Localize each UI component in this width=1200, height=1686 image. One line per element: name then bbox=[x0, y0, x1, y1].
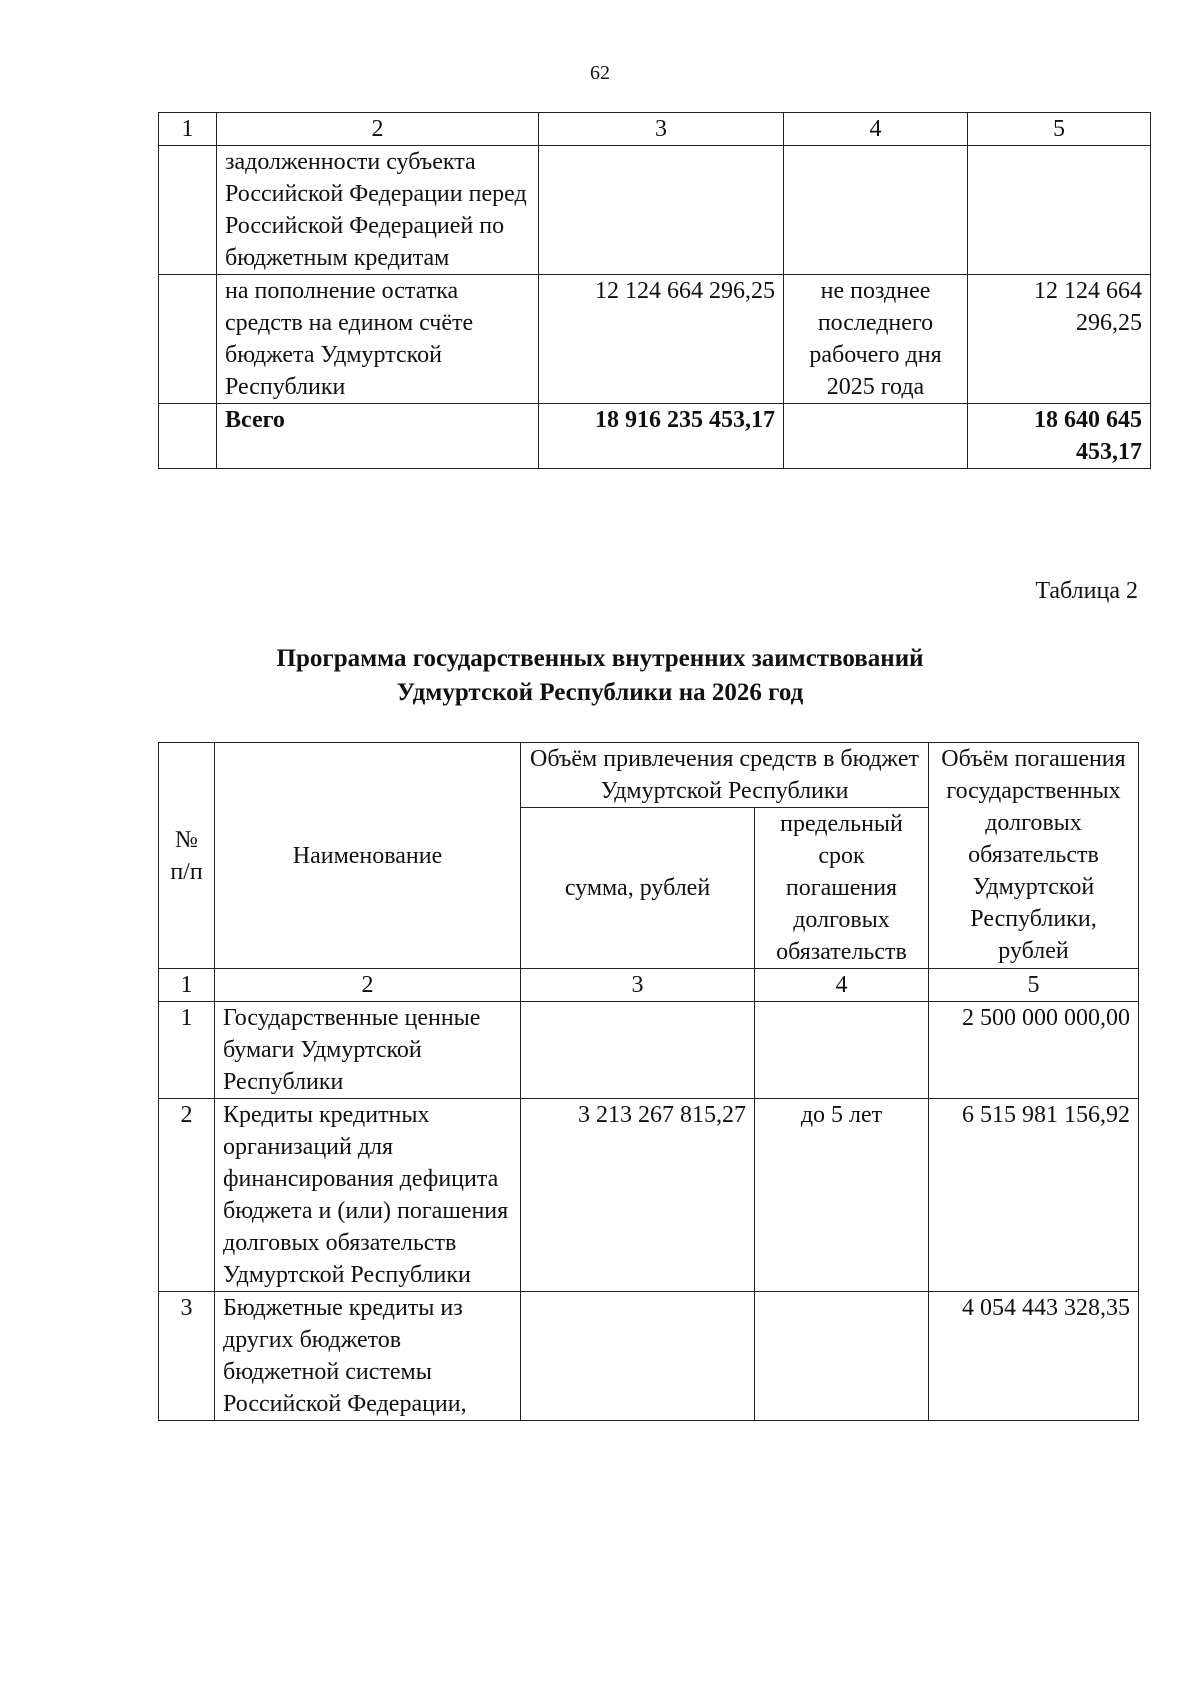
column-number-4: 4 bbox=[784, 113, 968, 146]
column-number-2: 2 bbox=[217, 113, 539, 146]
column-numbers-row bbox=[159, 969, 1139, 1002]
row-term bbox=[755, 1292, 929, 1421]
page-number: 62 bbox=[590, 62, 610, 84]
header-attraction: Объём привлечения средств в бюджет Удмуртской Республики bbox=[521, 743, 929, 808]
column-number-1: 1 bbox=[159, 113, 217, 146]
header-term: предельный срок погашения долговых обязательств bbox=[755, 808, 929, 969]
column-number-2: 2 bbox=[215, 969, 521, 1002]
row-term: до 5 лет bbox=[755, 1099, 929, 1292]
table-caption: Таблица 2 bbox=[1035, 578, 1138, 604]
row-term: не позднее последнего рабочего дня 2025 года bbox=[784, 275, 968, 404]
total-term bbox=[784, 404, 968, 469]
column-number-5: 5 bbox=[968, 113, 1151, 146]
total-row bbox=[159, 404, 1151, 469]
row-amount bbox=[521, 1002, 755, 1099]
page-title bbox=[0, 642, 1200, 710]
table-header-row bbox=[159, 113, 1151, 146]
row-repayment: 2 500 000 000,00 bbox=[929, 1002, 1139, 1099]
table-row bbox=[159, 1099, 1139, 1292]
row-number bbox=[159, 275, 217, 404]
row-number bbox=[159, 146, 217, 275]
row-repayment bbox=[968, 146, 1151, 275]
column-number-4: 4 bbox=[755, 969, 929, 1002]
row-number: 1 bbox=[159, 1002, 215, 1099]
row-amount bbox=[539, 146, 784, 275]
table-row bbox=[159, 1292, 1139, 1421]
header-name: Наименование bbox=[215, 743, 521, 969]
row-term bbox=[755, 1002, 929, 1099]
title-line-2: Удмуртской Республики на 2026 год bbox=[396, 679, 804, 706]
table-row bbox=[159, 1002, 1139, 1099]
table-row bbox=[159, 275, 1151, 404]
row-name: Бюджетные кредиты из других бюджетов бюджетной системы Российской Федерации, bbox=[215, 1292, 521, 1421]
row-term bbox=[784, 146, 968, 275]
title-line-1: Программа государственных внутренних заимствований bbox=[276, 645, 924, 672]
total-repayment: 18 640 645 453,17 bbox=[968, 404, 1151, 469]
row-name: Государственные ценные бумаги Удмуртской Республики bbox=[215, 1002, 521, 1099]
row-amount: 3 213 267 815,27 bbox=[521, 1099, 755, 1292]
row-number bbox=[159, 404, 217, 469]
column-number-5: 5 bbox=[929, 969, 1139, 1002]
header-repayment: Объём погашения государственных долговых обязательств Удмуртской Республики, рублей bbox=[929, 743, 1139, 969]
total-amount: 18 916 235 453,17 bbox=[539, 404, 784, 469]
row-number: 2 bbox=[159, 1099, 215, 1292]
header-number: № п/п bbox=[159, 743, 215, 969]
total-label: Всего bbox=[217, 404, 539, 469]
column-number-3: 3 bbox=[521, 969, 755, 1002]
column-number-3: 3 bbox=[539, 113, 784, 146]
row-repayment: 12 124 664 296,25 bbox=[968, 275, 1151, 404]
row-name: задолженности субъекта Российской Федерации перед Российской Федерацией по бюджетным кредитам bbox=[217, 146, 539, 275]
table-row bbox=[159, 146, 1151, 275]
borrowing-program-table bbox=[158, 742, 1139, 1421]
row-amount bbox=[521, 1292, 755, 1421]
column-number-1: 1 bbox=[159, 969, 215, 1002]
row-number: 3 bbox=[159, 1292, 215, 1421]
table-header-row bbox=[159, 743, 1139, 808]
row-repayment: 6 515 981 156,92 bbox=[929, 1099, 1139, 1292]
table-1-continuation bbox=[158, 112, 1151, 469]
row-repayment: 4 054 443 328,35 bbox=[929, 1292, 1139, 1421]
header-amount: сумма, рублей bbox=[521, 808, 755, 969]
row-name: на пополнение остатка средств на едином счёте бюджета Удмуртской Республики bbox=[217, 275, 539, 404]
row-amount: 12 124 664 296,25 bbox=[539, 275, 784, 404]
row-name: Кредиты кредитных организаций для финансирования дефицита бюджета и (или) погашения долговых обязательств Удмуртской Республики bbox=[215, 1099, 521, 1292]
